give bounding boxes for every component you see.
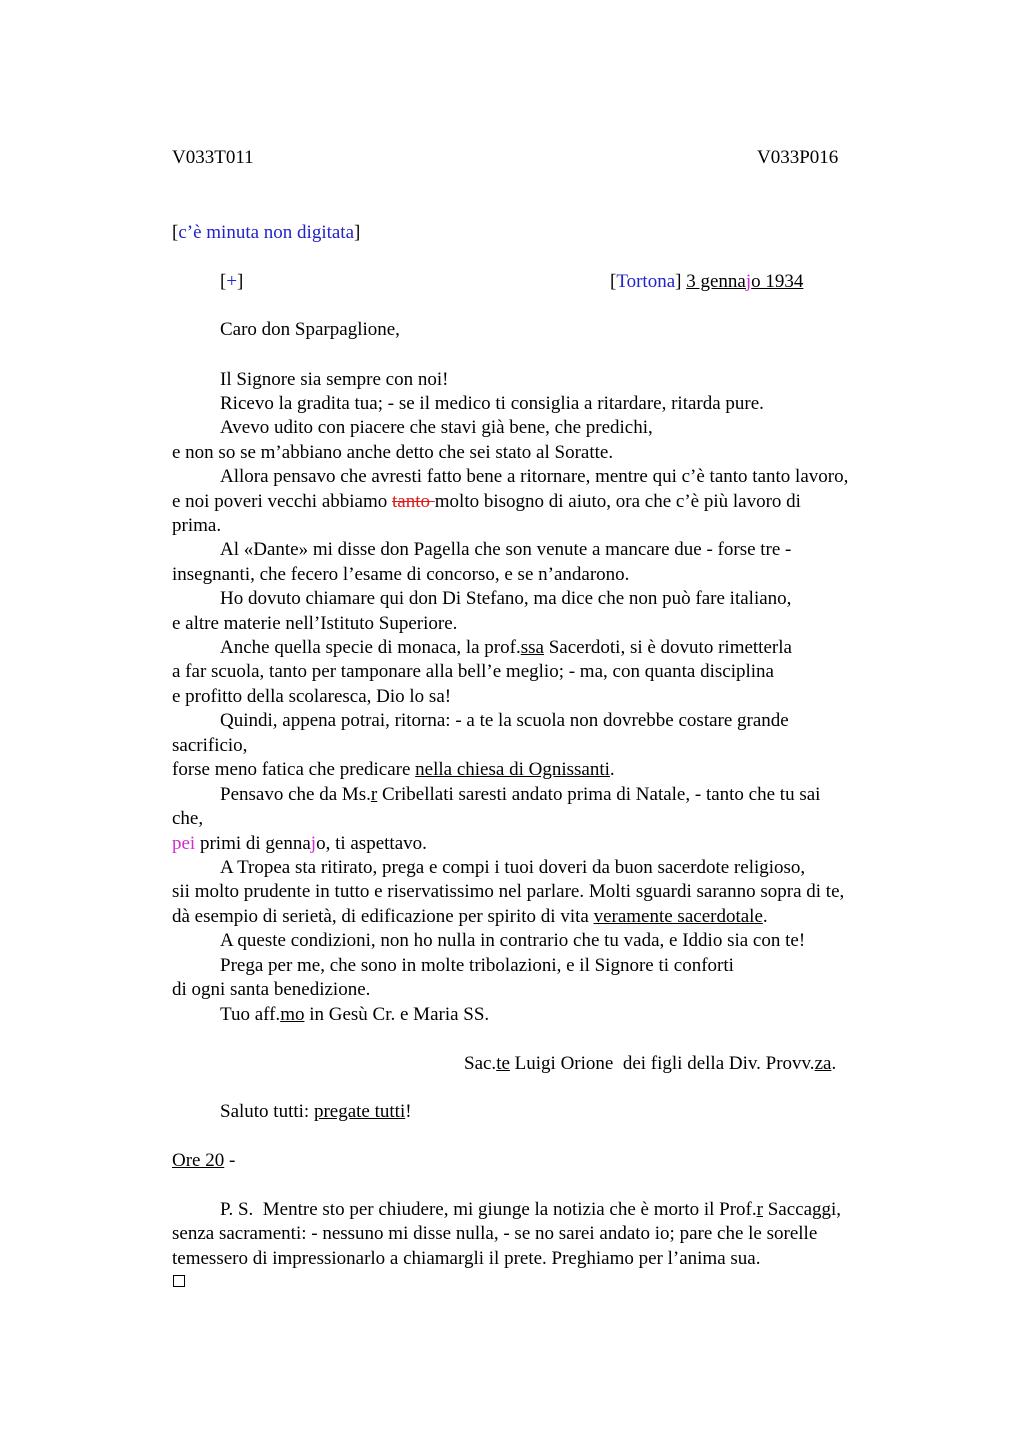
body-line: Allora pensavo che avresti fatto bene a ritornare, mentre qui c’è tanto tanto lavoro, [220, 466, 849, 487]
body-line: e non so se m’abbiano anche detto che sei stato al Soratte. [172, 442, 614, 463]
signature: Sac.te Luigi Orione dei figli della Div. Provv.za. [464, 1053, 837, 1074]
body-line: sii molto prudente in tutto e riservatissimo nel parlare. Molti sguardi saranno sopra di te, [172, 881, 845, 902]
body-line: che, [172, 808, 204, 829]
body-line: Ho dovuto chiamare qui don Di Stefano, ma dice che non può fare italiano, [220, 588, 792, 609]
place-name: Tortona [616, 271, 676, 292]
postscript-line: P. S. Mentre sto per chiudere, mi giunge la notizia che è morto il Prof.r Saccaggi, [220, 1199, 842, 1220]
editorial-note-text: c’è minuta non digitata [178, 222, 355, 243]
letter-date: 3 gennajo 1934 [686, 271, 804, 292]
body-line: e noi poveri vecchi abbiamo tanto molto bisogno di aiuto, ora che c’è più lavoro di [172, 491, 801, 512]
document-code-right: V033P016 [757, 147, 839, 168]
body-line: sacrificio, [172, 735, 248, 756]
body-line: Al «Dante» mi disse don Pagella che son venute a mancare due - forse tre - [220, 539, 792, 560]
editorial-note: [c’è minuta non digitata] [172, 222, 361, 243]
body-line: Avevo udito con piacere che stavi già bene, che predichi, [220, 417, 653, 438]
body-line: pei primi di gennajo, ti aspettavo. [172, 833, 427, 854]
body-line: forse meno fatica che predicare nella chiesa di Ognissanti. [172, 759, 615, 780]
body-line: Anche quella specie di monaca, la prof.ssa Sacerdoti, si è dovuto rimetterla [220, 637, 792, 658]
body-line: prima. [172, 515, 222, 536]
deleted-word: tanto [392, 491, 435, 512]
greeting: Saluto tutti: pregate tutti! [220, 1101, 412, 1122]
postscript-line: temessero di impressionarlo a chiamargli il prete. Preghiamo per l’anima sua. [172, 1248, 761, 1269]
body-line: di ogni santa benedizione. [172, 979, 371, 1000]
body-line: Ricevo la gradita tua; - se il medico ti consiglia a ritardare, ritarda pure. [220, 393, 764, 414]
body-line: dà esempio di serietà, di edificazione per spirito di vita veramente sacerdotale. [172, 906, 768, 927]
body-line: Il Signore sia sempre con noi! [220, 369, 449, 390]
postscript-line: senza sacramenti: - nessuno mi disse nulla, - se no sarei andato io; pare che le sorelle [172, 1223, 818, 1244]
cross-mark: [+] [220, 271, 244, 292]
body-line: e altre materie nell’Istituto Superiore. [172, 613, 458, 634]
body-line: Quindi, appena potrai, ritorna: - a te la scuola non dovrebbe costare grande [220, 710, 789, 731]
end-square-icon [173, 1275, 185, 1287]
document-code-left: V033T011 [172, 147, 254, 168]
salutation: Caro don Sparpaglione, [220, 319, 400, 340]
closing-line: Tuo aff.mo in Gesù Cr. e Maria SS. [220, 1004, 490, 1025]
body-line: Prega per me, che sono in molte tribolazioni, e il Signore ti conforti [220, 955, 734, 976]
body-line: Pensavo che da Ms.r Cribellati saresti andato prima di Natale, - tanto che tu sai [220, 784, 821, 805]
time-note: Ore 20 - [172, 1150, 236, 1171]
body-line: a far scuola, tanto per tamponare alla bell’e meglio; - ma, con quanta disciplina [172, 661, 774, 682]
body-line: e profitto della scolaresca, Dio lo sa! [172, 686, 452, 707]
body-line: A queste condizioni, non ho nulla in contrario che tu vada, e Iddio sia con te! [220, 930, 806, 951]
body-line: insegnanti, che fecero l’esame di concorso, e se n’andarono. [172, 564, 630, 585]
dateline: [Tortona] 3 gennajo 1934 [610, 271, 804, 292]
body-line: A Tropea sta ritirato, prega e compi i tuoi doveri da buon sacerdote religioso, [220, 857, 806, 878]
